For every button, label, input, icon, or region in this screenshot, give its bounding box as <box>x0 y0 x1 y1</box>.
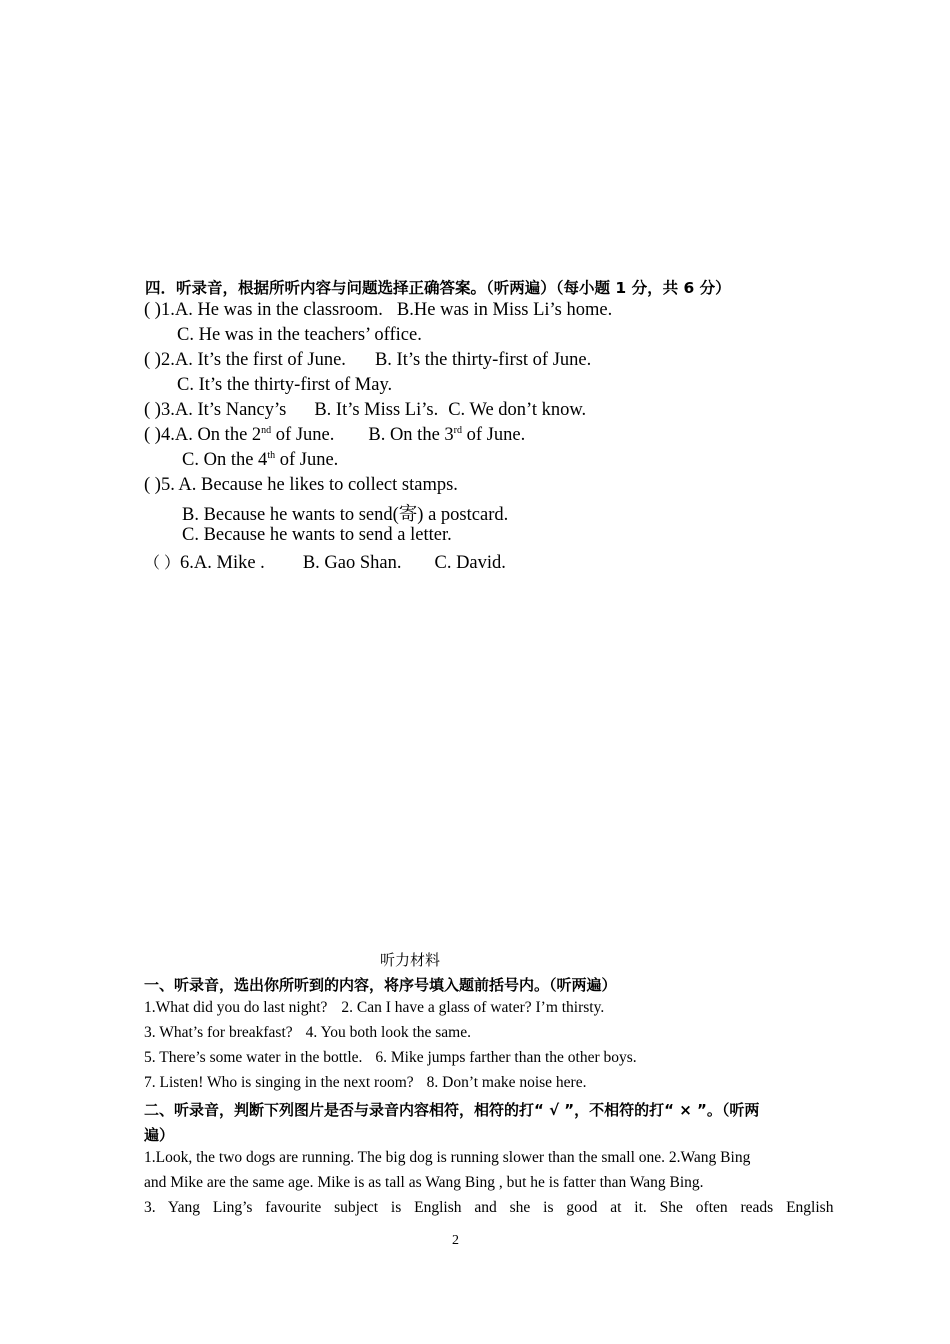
question-2 <box>144 350 591 371</box>
answer-blank[interactable]: ( ) <box>144 350 161 370</box>
option-b: B. On the 3rd of June. <box>368 424 526 445</box>
materials-part2-line-3: 3. Yang Ling’s favourite subject is English and she is good at it. She often reads English <box>144 1199 834 1216</box>
materials-line-4: 7. Listen! Who is singing in the next room? 8. Don’t make noise here. <box>144 1074 587 1091</box>
answer-blank[interactable]: ( ) <box>144 425 161 445</box>
materials-title: 听力材料 <box>380 951 441 969</box>
materials-part2-heading-cont: 遍） <box>144 1126 175 1144</box>
option-b: B. Gao Shan. <box>302 553 402 573</box>
question-3 <box>144 400 586 421</box>
question-4-option-c: C. On the 4th of June. <box>182 449 339 470</box>
option-a: 1.A. He was in the classroom. <box>160 300 383 320</box>
materials-line-3: 5. There’s some water in the bottle. 6. Mike jumps farther than the other boys. <box>144 1049 637 1066</box>
materials-part2-line-1: 1.Look, the two dogs are running. The big dog is running slower than the small one. 2.Wang Bing <box>144 1149 751 1166</box>
option-b: B. It’s Miss Li’s. <box>314 400 439 420</box>
section-4-heading: 四．听录音，根据所听内容与问题选择正确答案。（听两遍）（每小题 1 分，共 6 分） <box>145 279 731 297</box>
option-a: 3.A. It’s Nancy’s <box>160 400 287 420</box>
question-1 <box>144 300 612 321</box>
question-2-option-c: C. It’s the thirty-first of May. <box>177 375 393 395</box>
materials-part2-line-2: and Mike are the same age. Mike is as tall as Wang Bing , but he is fatter than Wang Bing. <box>144 1174 704 1191</box>
question-5 <box>144 475 458 496</box>
answer-blank[interactable]: （ ） <box>144 555 181 572</box>
materials-part1-heading: 一、听录音，选出你所听到的内容，将序号填入题前括号内。（听两遍） <box>144 976 617 994</box>
question-1-option-c: C. He was in the teachers’ office. <box>177 325 422 345</box>
question-5-option-b: B. Because he wants to send(寄) a postcard. <box>182 505 509 525</box>
answer-blank[interactable]: ( ) <box>144 400 161 420</box>
question-6 <box>144 550 506 574</box>
option-c: C. We don’t know. <box>448 400 587 420</box>
materials-part2-heading: 二、听录音，判断下列图片是否与录音内容相符，相符的打“ √ ”，不相符的打“ × ”。（听两 <box>144 1101 760 1119</box>
materials-line-1: 1.What did you do last night? 2. Can I have a glass of water? I’m thirsty. <box>144 999 605 1016</box>
question-5-option-c: C. Because he wants to send a letter. <box>182 525 452 545</box>
option-a: 5. A. Because he likes to collect stamps. <box>160 475 458 495</box>
answer-blank[interactable]: ( ) <box>144 300 161 320</box>
option-a: 6.A. Mike . <box>180 553 265 573</box>
option-b: B.He was in Miss Li’s home. <box>396 300 613 320</box>
option-b: B. It’s the thirty-first of June. <box>374 350 592 370</box>
option-a: 4.A. On the 2nd of June. <box>160 424 335 445</box>
option-c: C. David. <box>434 553 506 573</box>
answer-blank[interactable]: ( ) <box>144 475 161 495</box>
materials-line-2: 3. What’s for breakfast? 4. You both look the same. <box>144 1024 471 1041</box>
page-number: 2 <box>452 1233 459 1248</box>
option-a: 2.A. It’s the first of June. <box>160 350 346 370</box>
question-4 <box>144 425 525 446</box>
